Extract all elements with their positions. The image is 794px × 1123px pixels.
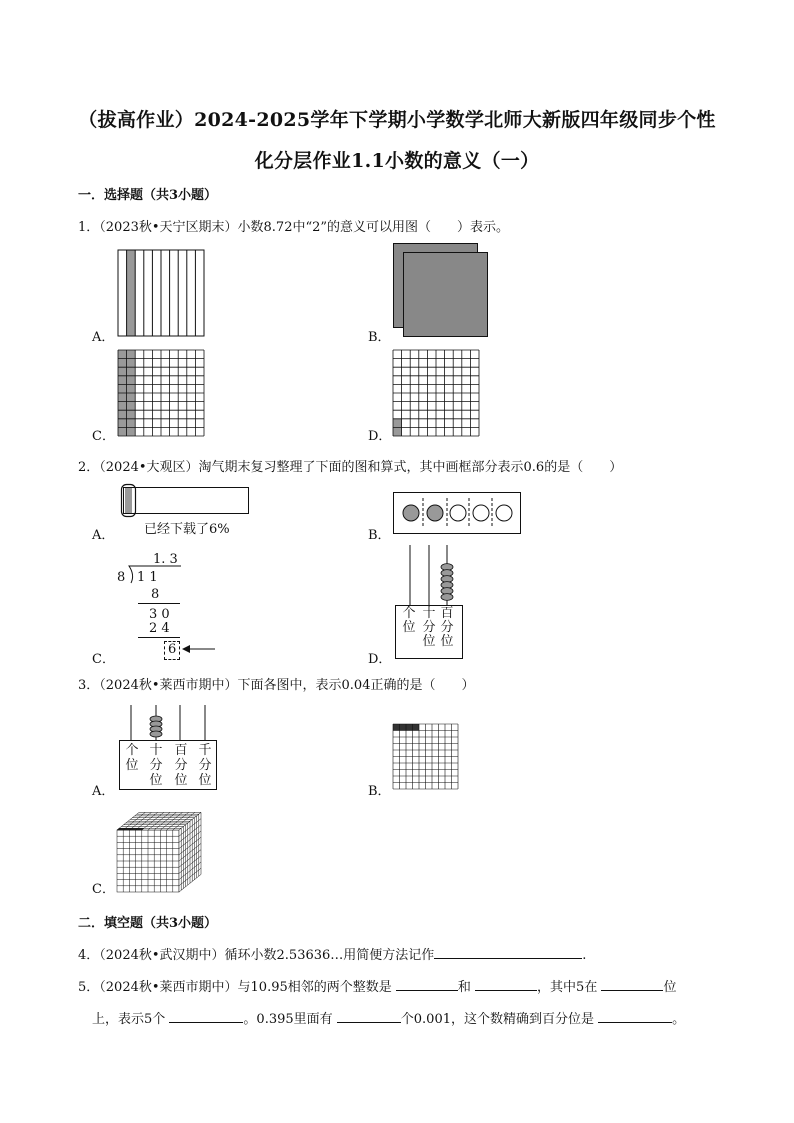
abacus-place-hundredths: 百 分 位 — [440, 606, 454, 649]
division-line-1 — [138, 603, 180, 604]
q1-option-b-figure[interactable] — [393, 243, 489, 339]
section-heading-choice: 一．选择题（共3小题） — [78, 188, 218, 203]
q1-option-c-figure[interactable] — [118, 350, 204, 436]
q2-option-b-figure[interactable] — [393, 492, 521, 534]
q1-option-d-label[interactable]: D． — [368, 429, 392, 444]
q5-text-f: 。0.395里面有 — [243, 1012, 333, 1027]
abacus-place-tenths: 十 分 位 — [422, 606, 436, 649]
division-divisor: 8 — [117, 570, 126, 585]
question-5-line2 — [92, 1008, 685, 1027]
abacus-a-tenths: 十 分 位 — [149, 743, 163, 788]
question-2-text: 2．（2024•大观区）淘气期末复习整理了下面的图和算式，其中画框部分表示0.6的是（ ） — [78, 460, 623, 475]
q5-blank-3[interactable] — [601, 976, 663, 991]
q5-blank-4[interactable] — [169, 1008, 243, 1023]
abacus-a-ones: 个 位 — [125, 743, 139, 773]
question-3-text: 3．（2024秋•莱西市期中）下面各图中，表示0.04正确的是（ ） — [78, 678, 475, 693]
download-caption: 已经下载了6% — [144, 522, 230, 537]
division-remainder: 6 — [168, 642, 177, 657]
q2-option-a-figure[interactable] — [118, 484, 252, 518]
arrow-left-icon — [182, 644, 216, 654]
division-step3: 2 4 — [149, 621, 170, 636]
q5-blank-6[interactable] — [598, 1008, 672, 1023]
q4-answer-blank[interactable] — [434, 944, 582, 959]
q5-text-g: 个0.001，这个数精确到百分位是 — [400, 1012, 594, 1027]
question-1-text: 1．（2023秋•天宁区期末）小数8.72中“2”的意义可以用图（ ）表示。 — [78, 220, 510, 235]
q3-option-a-label[interactable]: A． — [92, 784, 115, 799]
q5-text-e: 上，表示5个 — [92, 1012, 166, 1027]
division-dividend: 1 1 — [137, 570, 158, 585]
abacus-a-hundredths: 百 分 位 — [174, 743, 188, 788]
q5-text-b: 和 — [457, 980, 471, 995]
q1-option-a-figure[interactable] — [118, 250, 204, 336]
q1-option-d-figure[interactable] — [393, 350, 479, 436]
abacus-a-thousandths: 千 分 位 — [198, 743, 212, 788]
q1-option-a-label[interactable]: A． — [92, 330, 115, 345]
page-title-line1: （拔高作业）2024-2025学年下学期小学数学北师大新版四年级同步个性 — [78, 109, 716, 131]
q5-text-h: 。 — [672, 1012, 686, 1027]
q2-option-d-label[interactable]: D． — [368, 652, 392, 667]
q1-option-c-label[interactable]: C． — [92, 429, 115, 444]
q3-option-b-figure[interactable] — [393, 724, 458, 789]
q5-text-c: ，其中5在 — [537, 980, 598, 995]
division-quotient: 1. 3 — [153, 552, 178, 567]
q3-option-c-label[interactable]: C． — [92, 882, 115, 897]
q5-text-a: 5．（2024秋•莱西市期中）与10.95相邻的两个整数是 — [78, 980, 392, 995]
q3-option-c-cube[interactable] — [117, 812, 193, 890]
section-heading-fill: 二．填空题（共3小题） — [78, 916, 218, 931]
division-step1: 8 — [151, 587, 160, 602]
q4-end: . — [582, 948, 587, 963]
question-5-line1 — [78, 976, 676, 995]
q2-option-a-label[interactable]: A． — [92, 528, 115, 543]
abacus-place-ones: 个 位 — [402, 606, 416, 635]
question-4-text: 4．（2024秋•武汉期中）循环小数2.53636…用简便方法记作 — [78, 948, 435, 963]
page-title-line2: 化分层作业1.1小数的意义（一） — [254, 150, 540, 172]
division-line-2 — [138, 637, 180, 638]
q2-option-b-label[interactable]: B． — [368, 528, 391, 543]
q5-text-d: 位 — [663, 980, 677, 995]
division-step2: 3 0 — [149, 607, 170, 622]
q5-blank-1[interactable] — [396, 976, 458, 991]
q5-blank-2[interactable] — [475, 976, 537, 991]
q5-blank-5[interactable] — [337, 1008, 401, 1023]
q1-option-b-label[interactable]: B． — [368, 330, 391, 345]
question-4 — [78, 944, 586, 963]
q2-option-c-label[interactable]: C． — [92, 652, 115, 667]
q3-option-b-label[interactable]: B． — [368, 784, 391, 799]
